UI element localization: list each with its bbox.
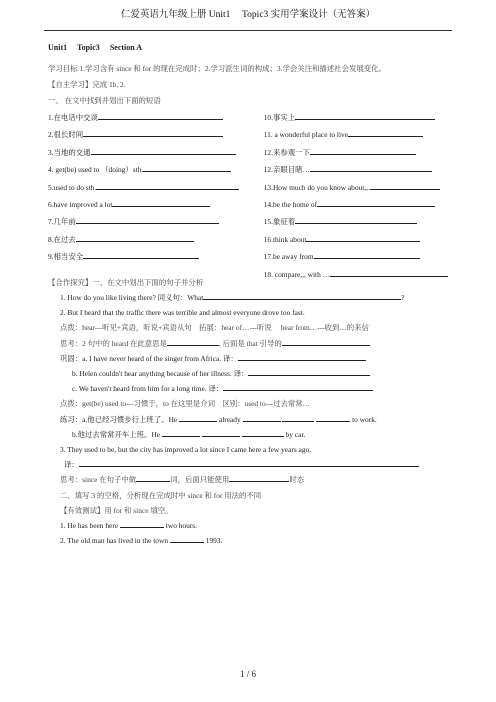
page-header xyxy=(0,0,496,34)
phrase-item: 12.来参观一下 xyxy=(264,144,458,161)
phrase-item: 8.在过去 xyxy=(48,231,262,248)
phrase-item: 10.事实上 xyxy=(264,109,458,126)
phrase-item: 14.be the home of xyxy=(264,196,458,213)
test-item-2: 2. The old man has lived in the town 1993. xyxy=(60,536,223,546)
practice-b: b.他过去常常开车上班。He by car. xyxy=(72,429,306,439)
phrase-list-left xyxy=(48,109,262,283)
phrase-item: 13.How much do you know about,,. xyxy=(264,179,458,196)
tip-hear: 点拨：hear---听见+宾语，听说+宾语从句 拓展：hear of…---听说 hear from…---收到…的来信 xyxy=(60,323,369,333)
phrase-item: 17.be away from xyxy=(264,248,458,265)
header-rule xyxy=(44,30,452,31)
practice-a: 练习：a.他已经习惯步行上班了。He already to work. xyxy=(60,414,377,424)
page-number: 1 / 6 xyxy=(239,669,256,679)
phrase-item: 4. get(be) used to （doing）sth. xyxy=(48,161,262,178)
unit-label: Unit1 xyxy=(48,43,68,52)
phrase-item: 7.几年前 xyxy=(48,213,262,230)
test-heading: 【有效测试】用 for 和 since 填空。 xyxy=(60,505,173,515)
think-1: 思考：2 句中的 heard 在此意思是 , 后面是 that 引导的 xyxy=(48,336,458,351)
phrase-item: 9.相当安全 xyxy=(48,248,262,265)
phrase-item: 11. a wonderful place to live xyxy=(264,126,458,143)
task1-heading: 一、 在文中找到并划出下面的短语 xyxy=(48,96,161,105)
section-title xyxy=(48,42,458,54)
phrase-list-right xyxy=(264,109,458,283)
phrase-item: 6.have improved a lot xyxy=(48,196,262,213)
phrase-item: 16.think about xyxy=(264,231,458,248)
topic-label: Topic3 xyxy=(76,43,100,52)
phrase-item: 1.在电话中交谈 xyxy=(48,109,262,126)
task2-heading: 二、填写 3 的空格，分析现在完成时中 since 和 for 用法的不同 xyxy=(60,490,262,500)
consolidate-b: b. Helen couldn't hear anything because of her illness. 译： xyxy=(48,366,458,381)
learning-objective: 学习目标 1.学习含有 since 和 for 的现在完成时；2.学习派生词的构成；3.学会关注和描述社会发展变化。 xyxy=(48,64,386,73)
phrase-item: 15.象征着 xyxy=(264,213,458,230)
consolidate-a: 巩固：a. I have never heard of the singer from Africa. 译： xyxy=(48,351,458,366)
sentence-2: 2. But I heard that the traffic there was terrible and almost everyone drove too fast. xyxy=(60,308,305,318)
tip-used-to: 点拨：get(be) used to---习惯于，to 在这里是介词 区别：used to---过去常常… xyxy=(60,399,311,409)
phrase-item: 5.used to do sth. xyxy=(48,179,262,196)
think-2: 思考：since 在句子中做 词，后面只能使用 时态 xyxy=(60,475,305,485)
coop-heading: 【合作探究】一、在文中划出下面的句子并分析 xyxy=(48,277,204,287)
sentence-3: 3. They used to be, but the city has improved a lot since I came here a few years ago. xyxy=(60,444,312,454)
phrase-item: 2.很长时间 xyxy=(48,126,262,143)
header-title: 仁爱英语九年级上册 Unit1 Topic3 实用学案设计（无答案） xyxy=(120,10,376,20)
document-body xyxy=(48,42,458,548)
sentence-3-translation: 译： xyxy=(48,457,458,472)
section-label: Section A xyxy=(109,43,143,52)
phrase-columns xyxy=(48,109,458,283)
sentence-1: 1. How do you like living there? 同义句：What ? xyxy=(60,293,405,303)
phrase-item: 12.亲眼目睹… xyxy=(264,161,458,178)
self-study-heading: 【自主学习】完成 1b, 2. xyxy=(48,80,126,89)
consolidate-c: c. We haven't heard from him for a long time. 译： xyxy=(48,381,458,396)
phrase-item: 3.当地的交通 xyxy=(48,144,262,161)
test-item-1: 1. He has been here two hours. xyxy=(60,520,198,530)
phrase-item: 18. compare,,, with … xyxy=(264,266,458,283)
